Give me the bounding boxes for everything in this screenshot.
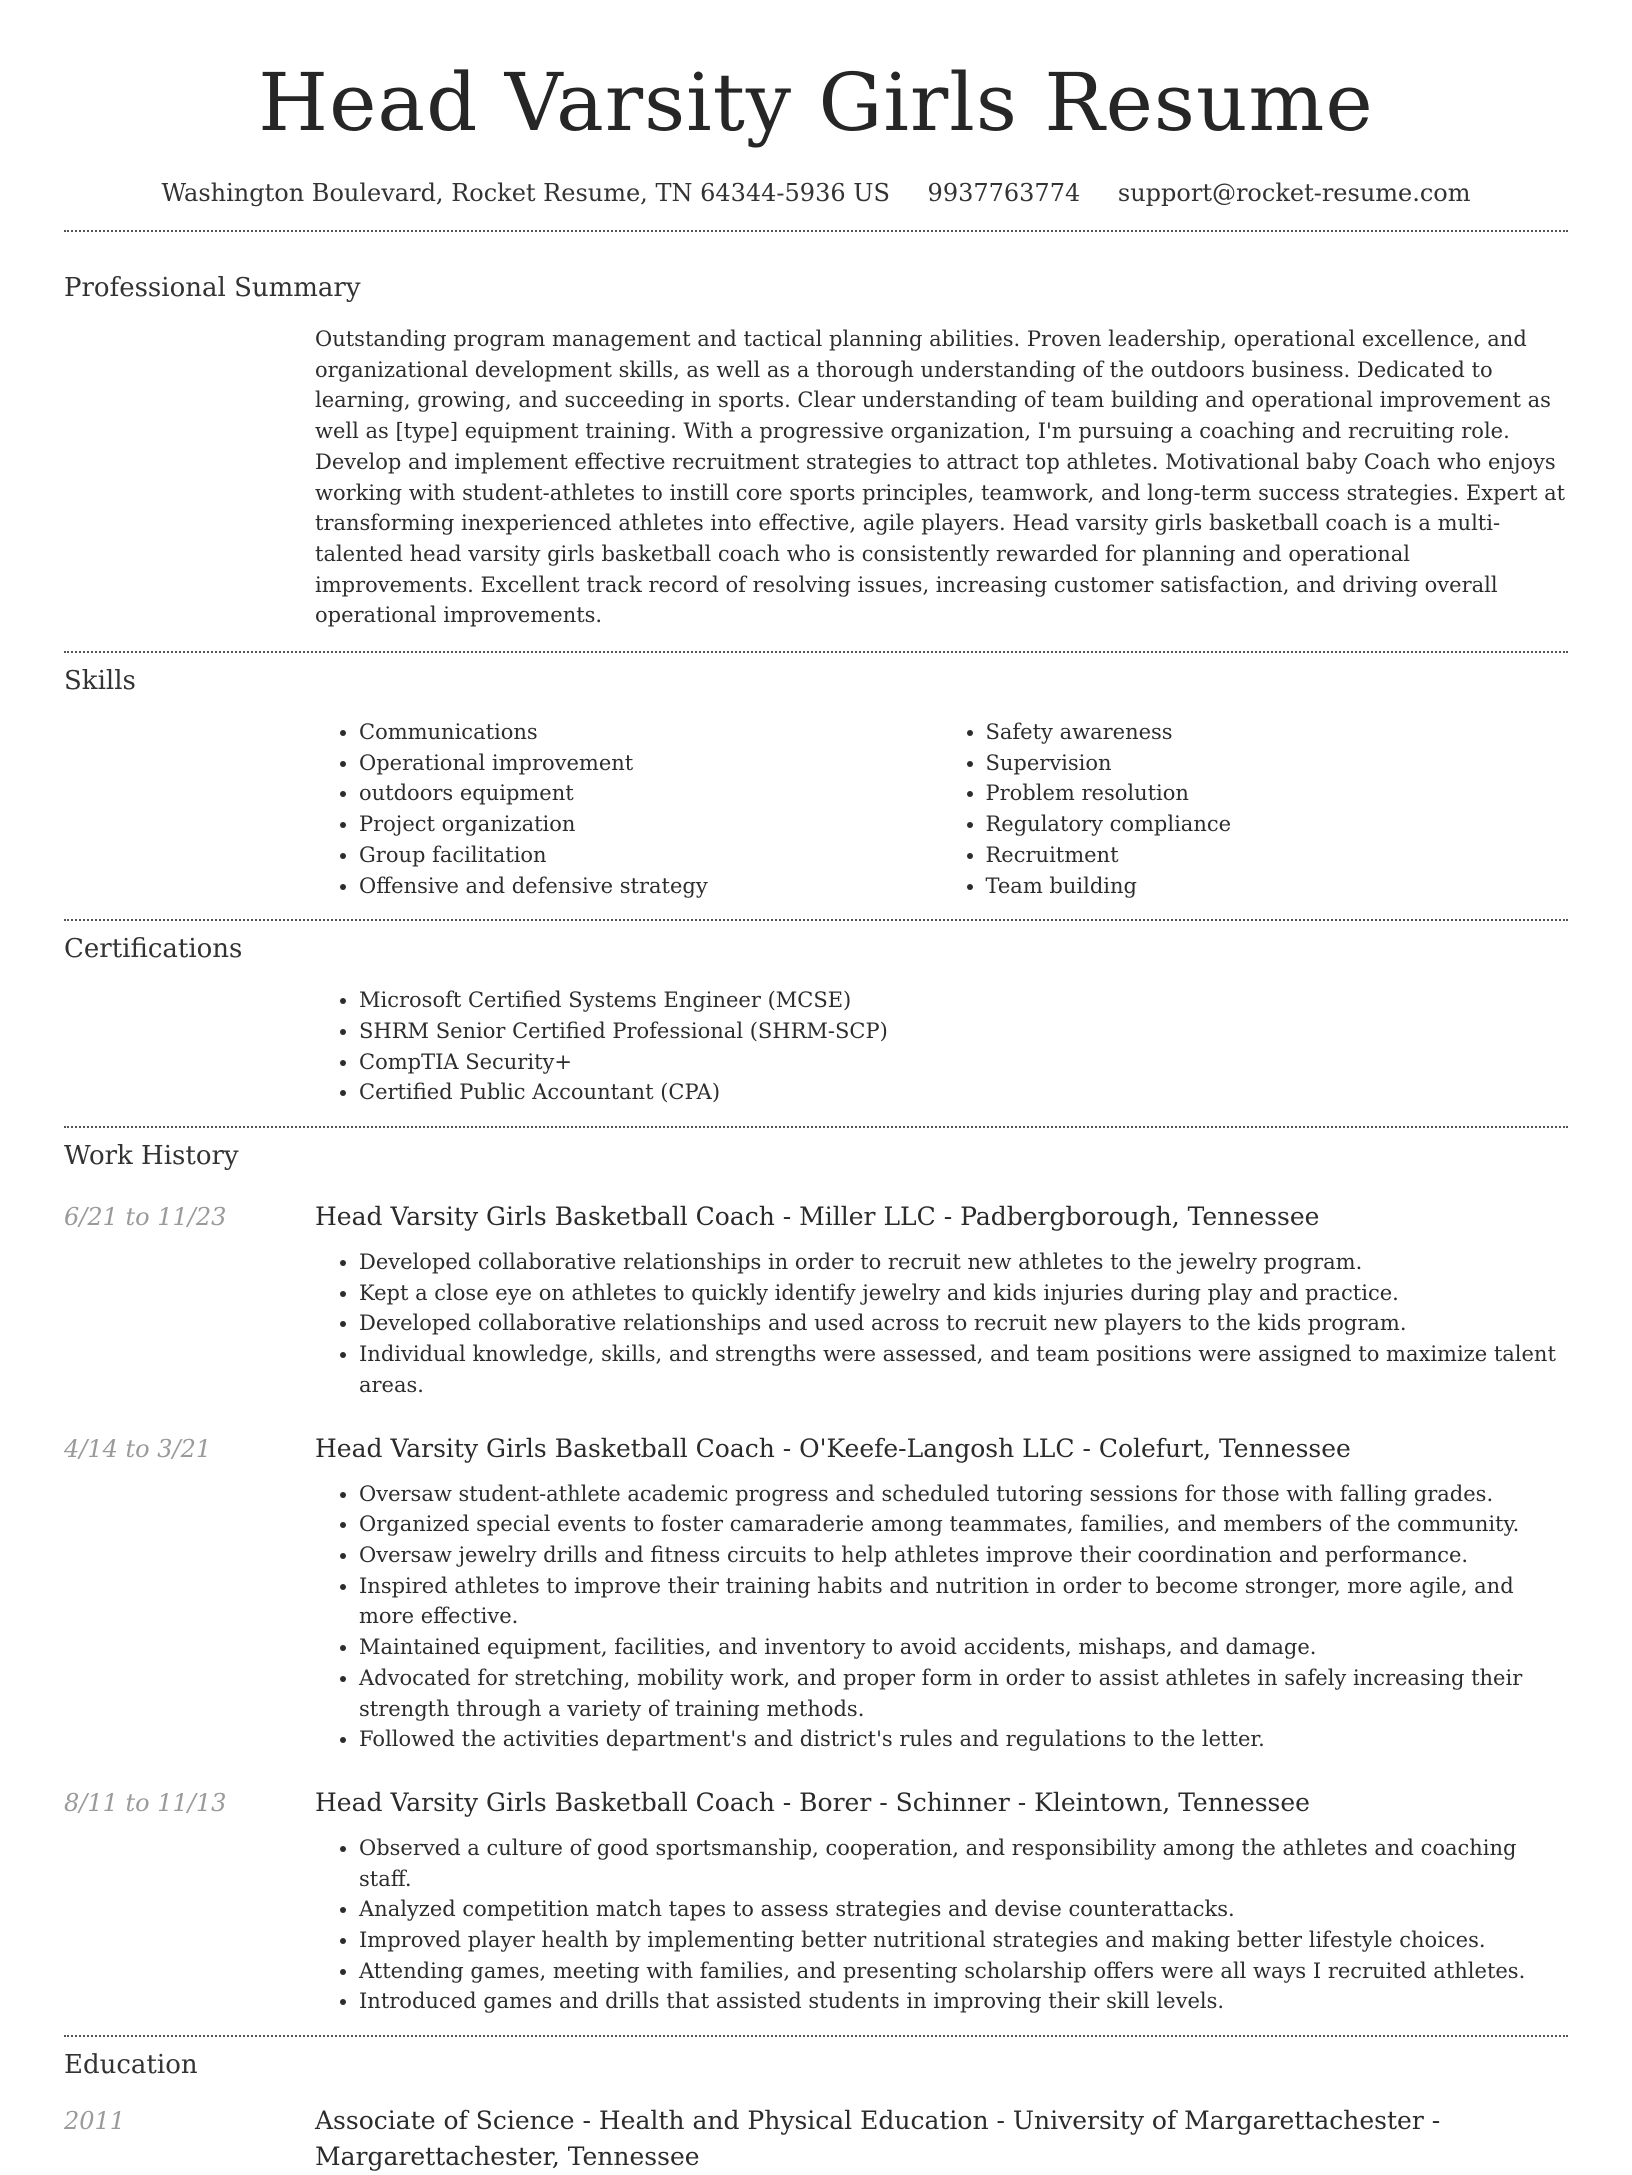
contact-line bbox=[64, 176, 1568, 210]
section-divider bbox=[64, 919, 1568, 921]
skill-item: • Supervision bbox=[986, 748, 1569, 779]
job-bullet: • Followed the activities department's and district's rules and regulations to the letter. bbox=[359, 1724, 1568, 1755]
job-entry bbox=[64, 1199, 1568, 1401]
summary-text: Outstanding program management and tactical planning abilities. Proven leadership, operational excellence, and organizational development skills, as well as a thorough understanding of the outdoors business. Dedicated to learning, growing, and succeeding in sports. Clear understanding of team building and operational improvement as well as [type] equipment training. With a progressive organization, I'm pursuing a coaching and recruiting role. Develop and implement effective recruitment strategies to attract top athletes. Motivational baby Coach who enjoys working with student-athletes to instill core sports principles, teamwork, and long-term success strategies. Expert at transforming inexperienced athletes into effective, agile players. Head varsity girls basketball coach is a multi-talented head varsity girls basketball coach who is consistently rewarded for planning and operational improvements. Excellent track record of resolving issues, increasing customer satisfaction, and driving overall operational improvements. bbox=[315, 327, 1566, 628]
summary-section bbox=[64, 270, 1568, 631]
skills-grid bbox=[315, 717, 1568, 901]
skill-item: • Offensive and defensive strategy bbox=[359, 871, 942, 902]
certifications-section bbox=[64, 931, 1568, 1108]
job-bullets bbox=[315, 1833, 1568, 2017]
education-section bbox=[64, 2047, 1568, 2175]
job-duties bbox=[315, 1479, 1568, 1755]
resume-page bbox=[64, 0, 1568, 2175]
work-heading: Work History bbox=[64, 1141, 239, 1172]
skill-item: • Communications bbox=[359, 717, 942, 748]
skill-item: • Regulatory compliance bbox=[986, 809, 1569, 840]
skill-item: • Problem resolution bbox=[986, 778, 1569, 809]
job-bullet: • Improved player health by implementing better nutritional strategies and making better lifestyle choices. bbox=[359, 1925, 1568, 1956]
certification-item: • SHRM Senior Certified Professional (SHRM-SCP) bbox=[359, 1016, 1568, 1047]
contact-phone: 9937763774 bbox=[927, 179, 1081, 207]
section-divider bbox=[64, 1126, 1568, 1128]
education-year: 2011 bbox=[64, 2107, 126, 2136]
summary-body bbox=[315, 324, 1568, 631]
section-divider bbox=[64, 230, 1568, 232]
section-divider bbox=[64, 2035, 1568, 2037]
skill-item: • Safety awareness bbox=[986, 717, 1569, 748]
skills-heading: Skills bbox=[64, 666, 136, 697]
certification-item: • CompTIA Security+ bbox=[359, 1047, 1568, 1078]
job-bullet: • Advocated for stretching, mobility work, and proper form in order to assist athletes in safely increasing their strength through a variety of training methods. bbox=[359, 1663, 1568, 1724]
skills-list-right bbox=[942, 717, 1569, 901]
job-title: Head Varsity Girls Basketball Coach - Borer - Schinner - Kleintown, Tennessee bbox=[315, 1787, 1310, 1817]
job-dates: 6/21 to 11/23 bbox=[64, 1203, 227, 1232]
skill-item: • Team building bbox=[986, 871, 1569, 902]
job-bullet: • Analyzed competition match tapes to assess strategies and devise counterattacks. bbox=[359, 1894, 1568, 1925]
education-entry bbox=[64, 2103, 1568, 2175]
contact-address: Washington Boulevard, Rocket Resume, TN 64344-5936 US bbox=[161, 179, 890, 207]
skills-list-left bbox=[315, 717, 942, 901]
job-title: Head Varsity Girls Basketball Coach - Miller LLC - Padbergborough, Tennessee bbox=[315, 1202, 1320, 1232]
job-bullet: • Oversaw jewelry drills and fitness circuits to help athletes improve their coordination and performance. bbox=[359, 1540, 1568, 1571]
certification-item: • Microsoft Certified Systems Engineer (MCSE) bbox=[359, 985, 1568, 1016]
job-bullet: • Kept a close eye on athletes to quickly identify jewelry and kids injuries during play and practice. bbox=[359, 1278, 1568, 1309]
job-bullet: • Individual knowledge, skills, and strengths were assessed, and team positions were assigned to maximize talent areas. bbox=[359, 1339, 1568, 1400]
work-section bbox=[64, 1138, 1568, 2017]
job-bullet: • Inspired athletes to improve their training habits and nutrition in order to become stronger, more agile, and more effective. bbox=[359, 1571, 1568, 1632]
certification-item: • Certified Public Accountant (CPA) bbox=[359, 1077, 1568, 1108]
skill-item: • Project organization bbox=[359, 809, 942, 840]
job-bullet: • Attending games, meeting with families, and presenting scholarship offers were all ways I recruited athletes. bbox=[359, 1956, 1568, 1987]
job-duties bbox=[315, 1247, 1568, 1401]
job-entry bbox=[64, 1785, 1568, 2017]
education-heading: Education bbox=[64, 2050, 198, 2081]
job-bullet: • Maintained equipment, facilities, and inventory to avoid accidents, mishaps, and damage. bbox=[359, 1632, 1568, 1663]
job-bullet: • Developed collaborative relationships in order to recruit new athletes to the jewelry program. bbox=[359, 1247, 1568, 1278]
job-title: Head Varsity Girls Basketball Coach - O'Keefe-Langosh LLC - Colefurt, Tennessee bbox=[315, 1433, 1351, 1463]
resume-name: Head Varsity Girls Resume bbox=[258, 56, 1374, 149]
job-bullets bbox=[315, 1247, 1568, 1401]
job-bullet: • Oversaw student-athlete academic progress and scheduled tutoring sessions for those with falling grades. bbox=[359, 1479, 1568, 1510]
certifications-heading: Certifications bbox=[64, 934, 243, 965]
job-dates: 4/14 to 3/21 bbox=[64, 1434, 212, 1463]
skill-item: • Operational improvement bbox=[359, 748, 942, 779]
skill-item: • Group facilitation bbox=[359, 840, 942, 871]
contact-email: support@rocket-resume.com bbox=[1117, 179, 1471, 207]
skills-section bbox=[64, 663, 1568, 901]
job-bullet: • Observed a culture of good sportsmanship, cooperation, and responsibility among the athletes and coaching staff. bbox=[359, 1833, 1568, 1894]
job-dates: 8/11 to 11/13 bbox=[64, 1788, 227, 1817]
skill-item: • Recruitment bbox=[986, 840, 1569, 871]
job-bullet: • Organized special events to foster camaraderie among teammates, families, and members of the community. bbox=[359, 1509, 1568, 1540]
certifications-list bbox=[315, 985, 1568, 1108]
job-bullets bbox=[315, 1479, 1568, 1755]
job-duties bbox=[315, 1833, 1568, 2017]
skill-item: • outdoors equipment bbox=[359, 778, 942, 809]
job-bullet: • Introduced games and drills that assisted students in improving their skill levels. bbox=[359, 1986, 1568, 2017]
certifications-body bbox=[315, 985, 1568, 1108]
education-degree: Associate of Science - Health and Physical Education - University of Margarettachester - Margarettachester, Tennessee bbox=[315, 2106, 1441, 2172]
job-entry bbox=[64, 1431, 1568, 1755]
job-bullet: • Developed collaborative relationships and used across to recruit new players to the kids program. bbox=[359, 1308, 1568, 1339]
summary-heading: Professional Summary bbox=[64, 273, 361, 303]
section-divider bbox=[64, 651, 1568, 653]
